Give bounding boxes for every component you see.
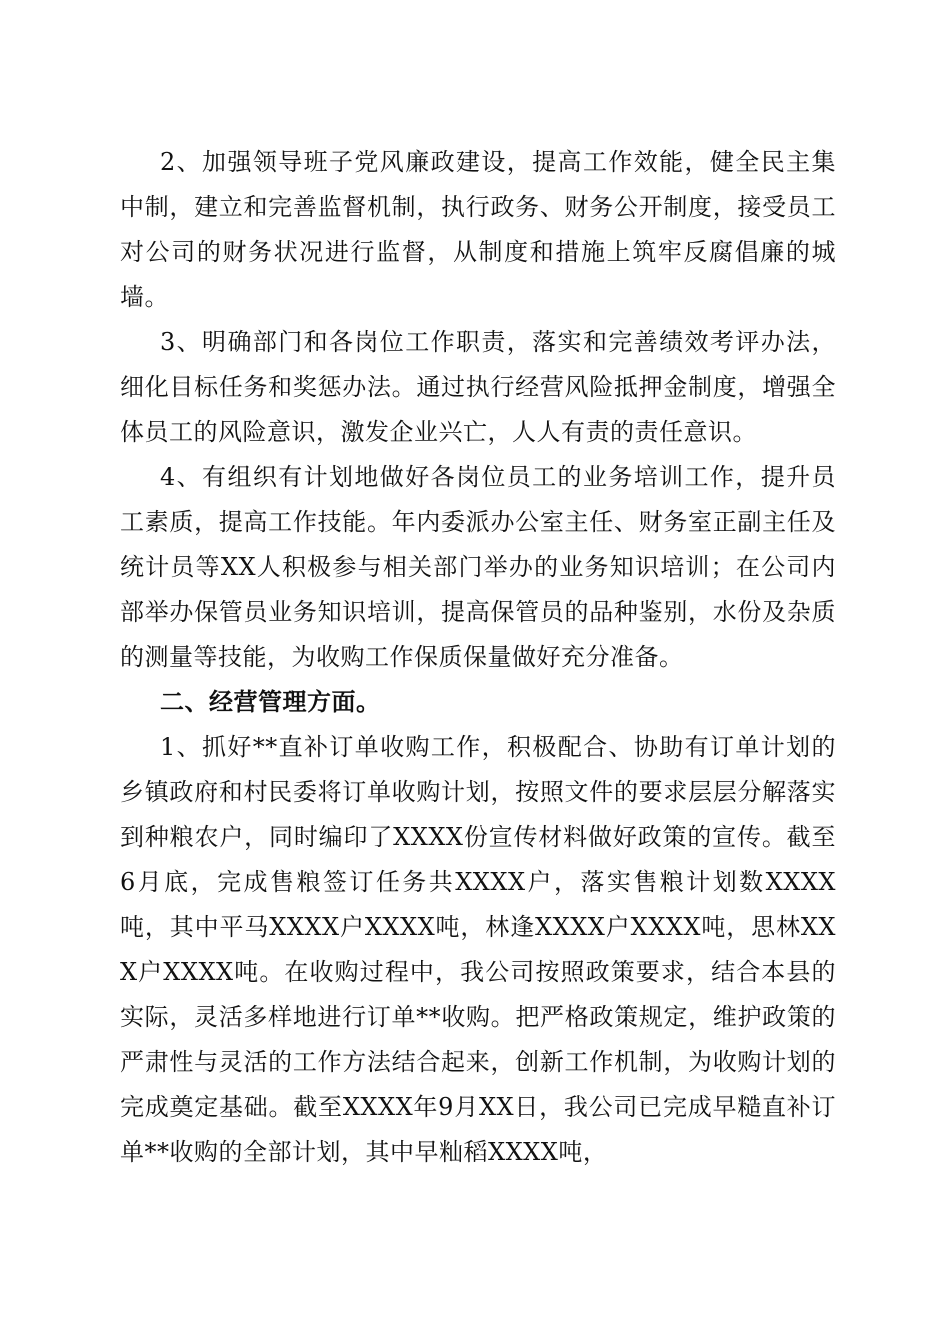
paragraph-responsibilities: 3、明确部门和各岗位工作职责，落实和完善绩效考评办法，细化目标任务和奖惩办法。通过执行经营风险抵押金制度，增强全体员工的风险意识，激发企业兴亡，人人有责的责任意识。 bbox=[120, 328, 836, 446]
document-page bbox=[120, 140, 836, 1175]
section-heading-operations: 二、经营管理方面。 bbox=[160, 688, 381, 716]
paragraph-training: 4、有组织有计划地做好各岗位员工的业务培训工作，提升员工素质，提高工作技能。年内委派办公室主任、财务室正副主任及统计员等XX人积极参与相关部门举办的业务知识培训；在公司内部举办保管员业务知识培训，提高保管员的品种鉴别，水份及杂质的测量等技能，为收购工作保质保量做好充分准备。 bbox=[120, 463, 836, 671]
paragraph-order-purchase: 1、抓好**直补订单收购工作，积极配合、协助有订单计划的乡镇政府和村民委将订单收购计划，按照文件的要求层层分解落实到种粮农户，同时编印了XXXX份宣传材料做好政策的宣传。截至6月底，完成售粮签订任务共XXXX户，落实售粮计划数XXXX吨，其中平马XXXX户XXXX吨，林逢XXXX户XXXX吨，思林XXX户XXXX吨。在收购过程中，我公司按照政策要求，结合本县的实际，灵活多样地进行订单**收购。把严格政策规定，维护政策的严肃性与灵活的工作方法结合起来，创新工作机制，为收购计划的完成奠定基础。截至XXXX年9月XX日，我公司已完成早糙直补订单**收购的全部计划，其中早籼稻XXXX吨， bbox=[120, 733, 836, 1166]
paragraph-leadership: 2、加强领导班子党风廉政建设，提高工作效能，健全民主集中制，建立和完善监督机制，执行政务、财务公开制度，接受员工对公司的财务状况进行监督，从制度和措施上筑牢反腐倡廉的城墙。 bbox=[120, 148, 836, 311]
